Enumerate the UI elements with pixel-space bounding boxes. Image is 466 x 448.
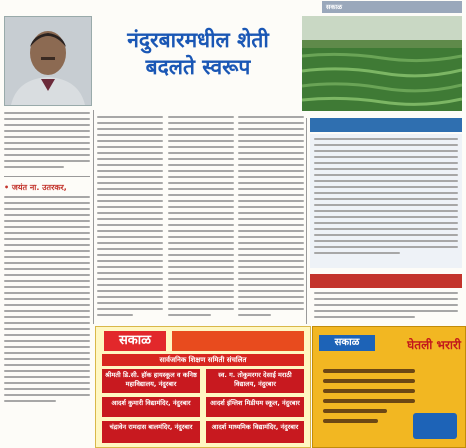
farm-field-image	[302, 16, 462, 111]
headline-line-1: नंदुरबारमधील शेती	[127, 27, 269, 52]
article-column-3	[168, 116, 234, 320]
sidebar-1-text	[314, 138, 458, 258]
author-photo	[4, 16, 92, 106]
school-advertisement	[95, 326, 311, 448]
promo-advertisement	[312, 326, 466, 448]
article-column-4	[238, 116, 304, 320]
ad-school-tile: स्व. ग. तोकुमरगर देसाई मराठी विद्यालय, नंदुरबार	[206, 369, 304, 393]
sidebar-2-text	[314, 292, 458, 322]
farm-field-photo	[302, 16, 462, 111]
article-headline	[96, 26, 300, 80]
ad-school-tile: आदर्श कुमारी विद्यामंदिर, नंदुरबार	[102, 397, 200, 417]
masthead	[322, 1, 462, 13]
headline-line-2: बदलते स्वरूप	[145, 54, 251, 79]
promo-newspaper-logo: सकाळ	[319, 335, 375, 351]
byline-rule	[4, 176, 90, 177]
author-portrait-image	[5, 17, 91, 105]
article-column-2	[97, 116, 163, 320]
promo-body-text	[323, 369, 415, 429]
ad-organizer: सार्वजनिक शिक्षण समिती संचलित	[102, 354, 304, 366]
article-column-1	[4, 196, 90, 406]
ad-school-tile: आदर्श माध्यमिक विद्यामंदिर, नंदुरबार	[206, 421, 304, 443]
column-rule	[306, 118, 307, 324]
ad-slogan-banner	[172, 331, 304, 351]
sidebar-header-2	[310, 274, 462, 288]
ad-school-tile: श्रीमती डि.सी. हॉक हायस्कूल व कनिष्ठ महाविद्यालय, नंदुरबार	[102, 369, 200, 393]
ad-school-tile: आदर्श इंग्लिश मिडीयम स्कूल, नंदुरबार	[206, 397, 304, 417]
promo-title: घेतली भरारी	[407, 338, 461, 352]
sidebar-header-1	[310, 118, 462, 132]
article-byline: • जयंत ना. उतरकर,	[4, 183, 67, 192]
author-bio-text	[4, 112, 90, 172]
ad-school-tile: चंद्रावेन रामदास बालमंदिर, नंदुरबार	[102, 421, 200, 443]
ad-newspaper-logo: सकाळ	[104, 331, 166, 351]
masthead-logo: सकाळ	[326, 3, 343, 11]
promo-brand-mark	[413, 413, 457, 439]
column-rule	[93, 110, 94, 324]
